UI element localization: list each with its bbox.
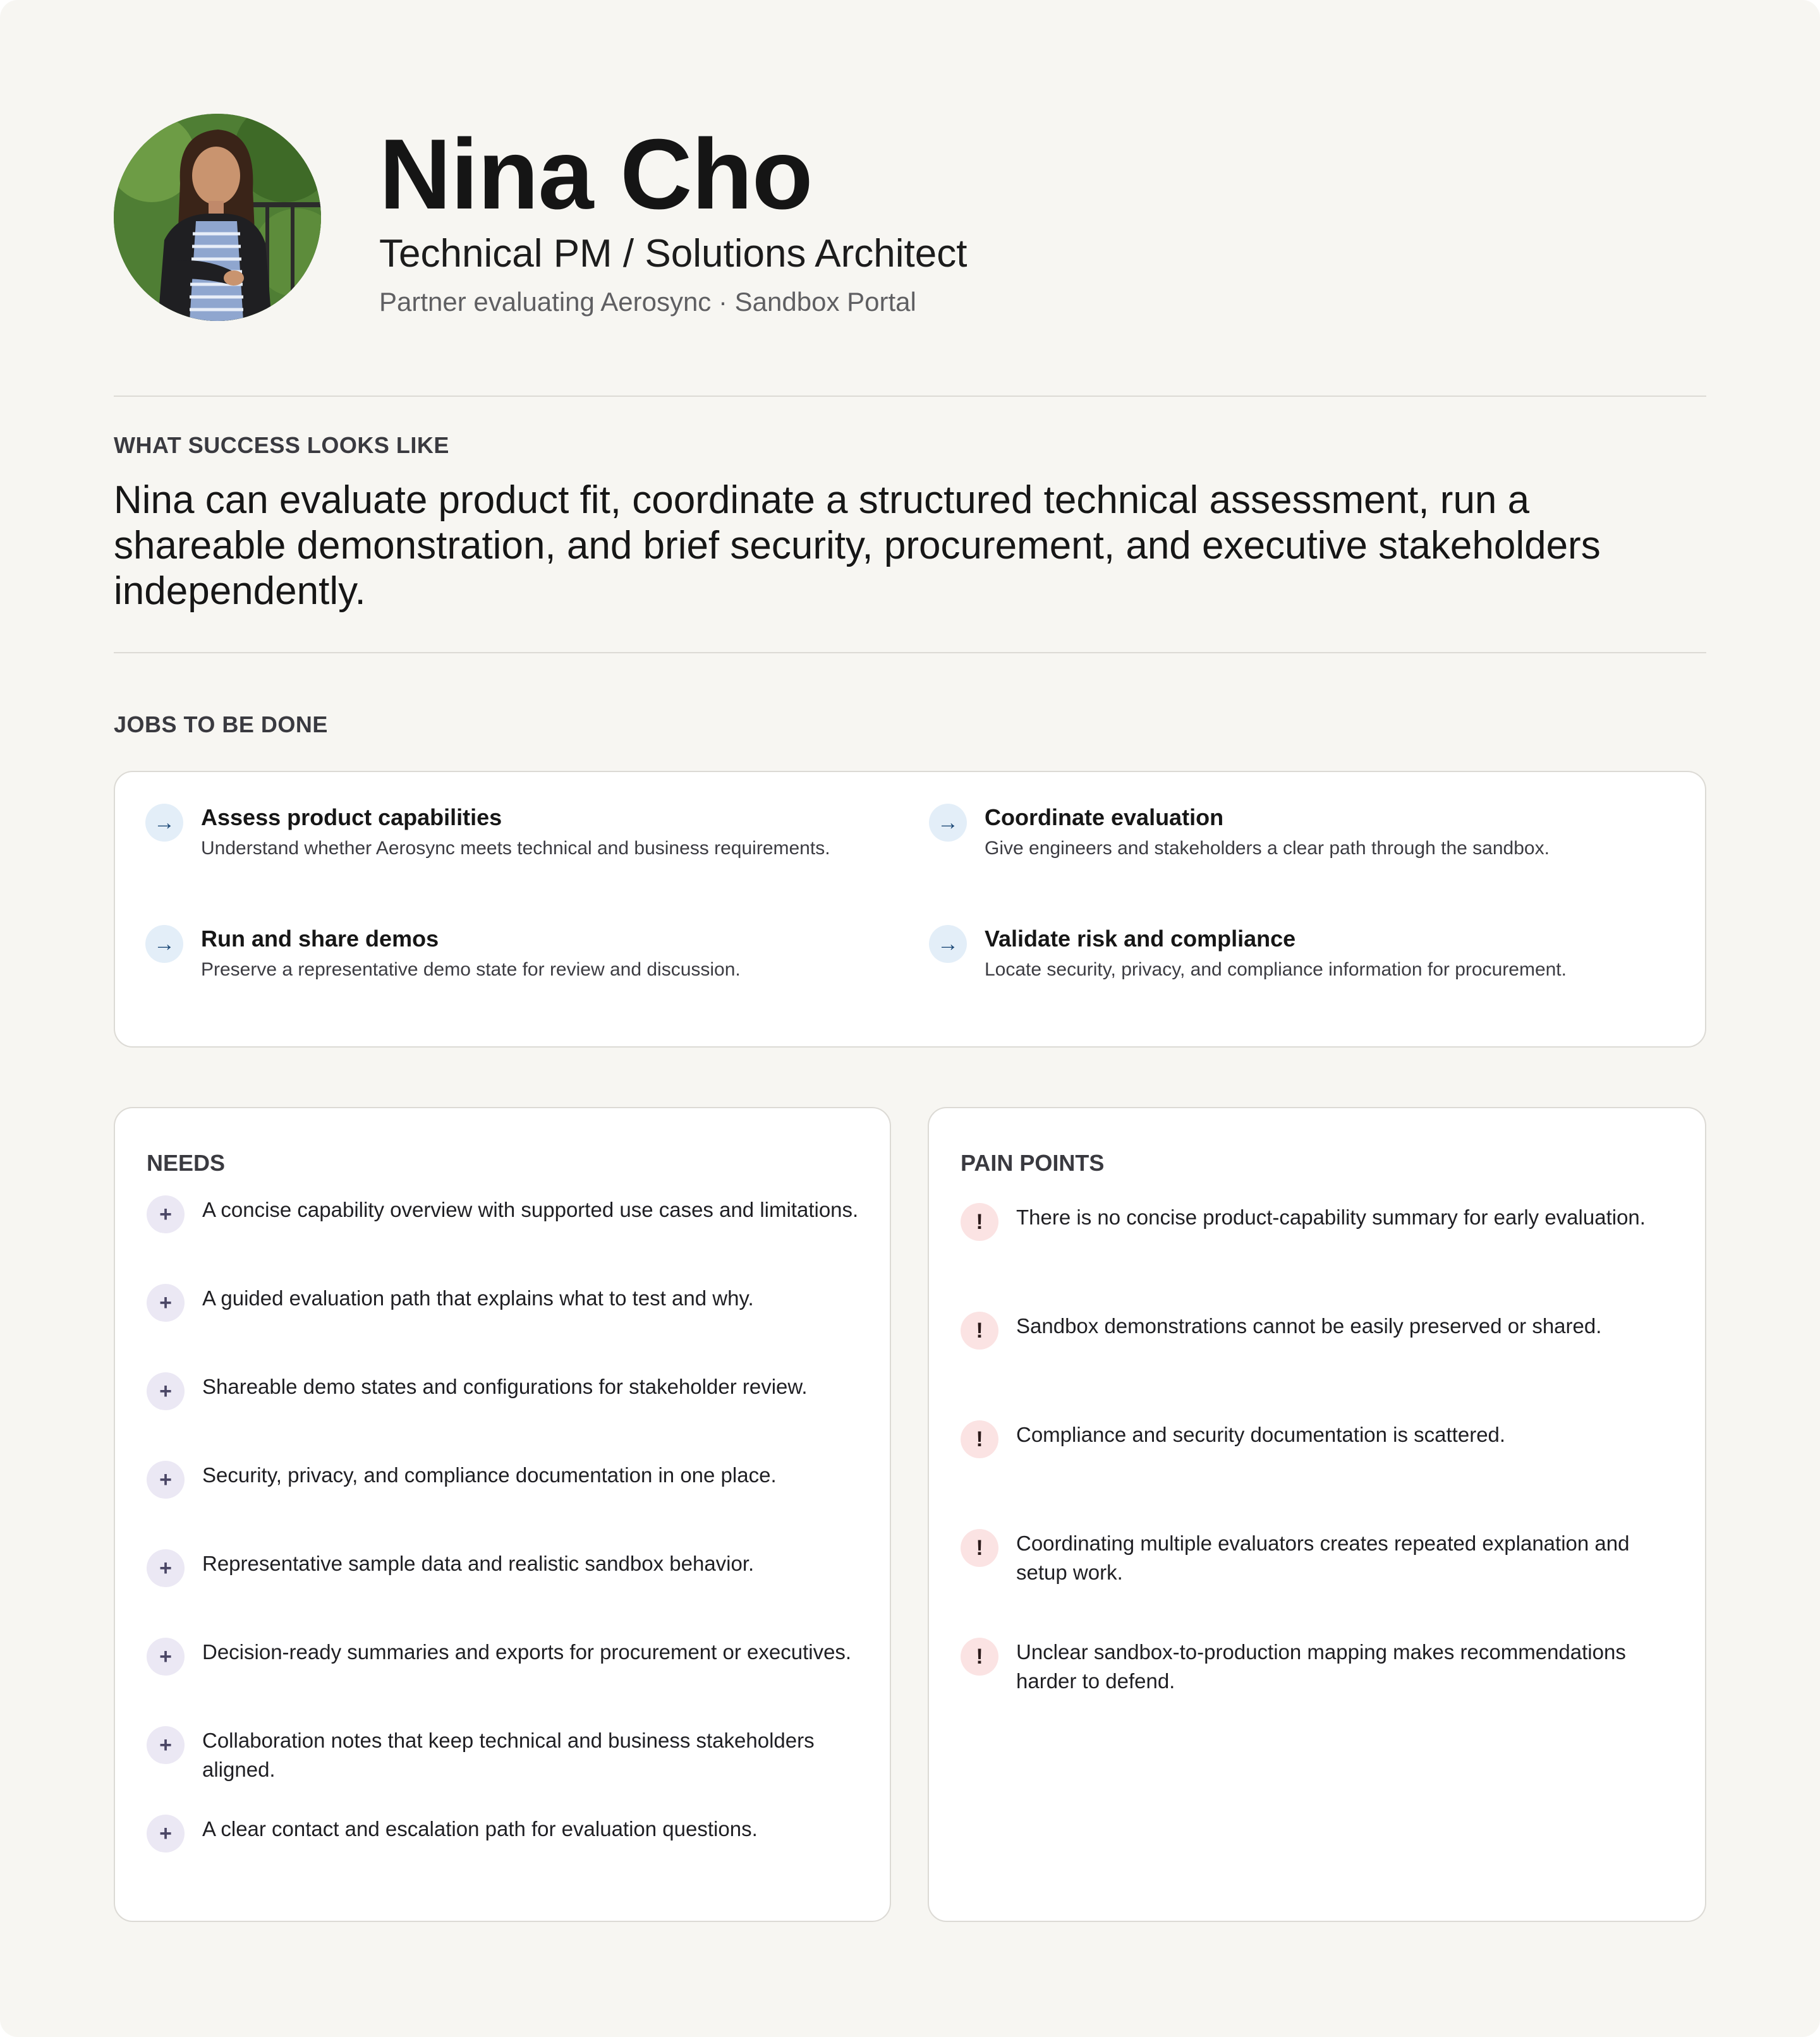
persona-role: Technical PM / Solutions Architect [379, 232, 968, 275]
pain-text: Sandbox demonstrations cannot be easily preserved or shared. [1016, 1314, 1602, 1338]
need-text: Security, privacy, and compliance documentation in one place. [202, 1463, 777, 1487]
plus-icon: + [147, 1726, 185, 1764]
arrow-right-icon: → [145, 804, 183, 842]
header-divider [114, 396, 1706, 397]
exclamation-icon: ! [961, 1638, 998, 1676]
job-title: Assess product capabilities [201, 804, 502, 830]
avatar [114, 114, 321, 321]
plus-icon: + [147, 1372, 185, 1410]
job-title: Validate risk and compliance [985, 926, 1296, 952]
need-text: Representative sample data and realistic sandbox behavior. [202, 1552, 755, 1575]
job-description: Give engineers and stakeholders a clear path through the sandbox. [985, 838, 1550, 859]
exclamation-icon: ! [961, 1203, 998, 1241]
need-text: Decision-ready summaries and exports for procurement or executives. [202, 1640, 852, 1664]
pain-text: Compliance and security documentation is scattered. [1016, 1423, 1506, 1446]
arrow-right-icon: → [929, 925, 967, 963]
plus-icon: + [147, 1815, 185, 1853]
jobs-label: JOBS TO BE DONE [114, 711, 328, 737]
exclamation-icon: ! [961, 1529, 998, 1567]
need-text: A concise capability overview with supported use cases and limitations. [202, 1198, 859, 1221]
job-title: Coordinate evaluation [985, 804, 1224, 830]
pain-points-card [928, 1107, 1706, 1922]
avatar-portrait [114, 114, 321, 321]
plus-icon: + [147, 1638, 185, 1676]
persona-context: Partner evaluating Aerosync · Sandbox Portal [379, 287, 916, 317]
pain-points-label: PAIN POINTS [961, 1150, 1105, 1176]
job-title: Run and share demos [201, 926, 439, 952]
arrow-right-icon: → [929, 804, 967, 842]
plus-icon: + [147, 1549, 185, 1587]
job-description: Locate security, privacy, and compliance information for procurement. [985, 959, 1567, 980]
success-statement: Nina can evaluate product fit, coordinate a structured technical assessment, run a shareable demonstration, and brief security, procurement, and executive stakeholders independently. [114, 478, 1601, 613]
arrow-right-icon: → [145, 925, 183, 963]
need-text: Collaboration notes that keep technical and business stakeholders aligned. [202, 1729, 815, 1781]
plus-icon: + [147, 1461, 185, 1499]
needs-label: NEEDS [147, 1150, 226, 1176]
pain-text: Coordinating multiple evaluators creates repeated explanation and setup work. [1016, 1532, 1630, 1584]
needs-card [114, 1107, 891, 1922]
success-divider [114, 652, 1706, 653]
exclamation-icon: ! [961, 1312, 998, 1350]
exclamation-icon: ! [961, 1420, 998, 1458]
plus-icon: + [147, 1195, 185, 1233]
job-description: Understand whether Aerosync meets technical and business requirements. [201, 838, 830, 859]
persona-name: Nina Cho [379, 119, 813, 230]
profile-header [114, 114, 1706, 322]
plus-icon: + [147, 1284, 185, 1322]
need-text: A guided evaluation path that explains what to test and why. [202, 1286, 754, 1310]
job-description: Preserve a representative demo state for review and discussion. [201, 959, 741, 980]
success-label: WHAT SUCCESS LOOKS LIKE [114, 432, 449, 458]
need-text: A clear contact and escalation path for evaluation questions. [202, 1817, 758, 1841]
jobs-card [114, 771, 1706, 1048]
pain-text: Unclear sandbox-to-production mapping makes recommendations harder to defend. [1016, 1640, 1626, 1693]
need-text: Shareable demo states and configurations for stakeholder review. [202, 1375, 808, 1398]
pain-text: There is no concise product-capability summary for early evaluation. [1016, 1206, 1646, 1229]
